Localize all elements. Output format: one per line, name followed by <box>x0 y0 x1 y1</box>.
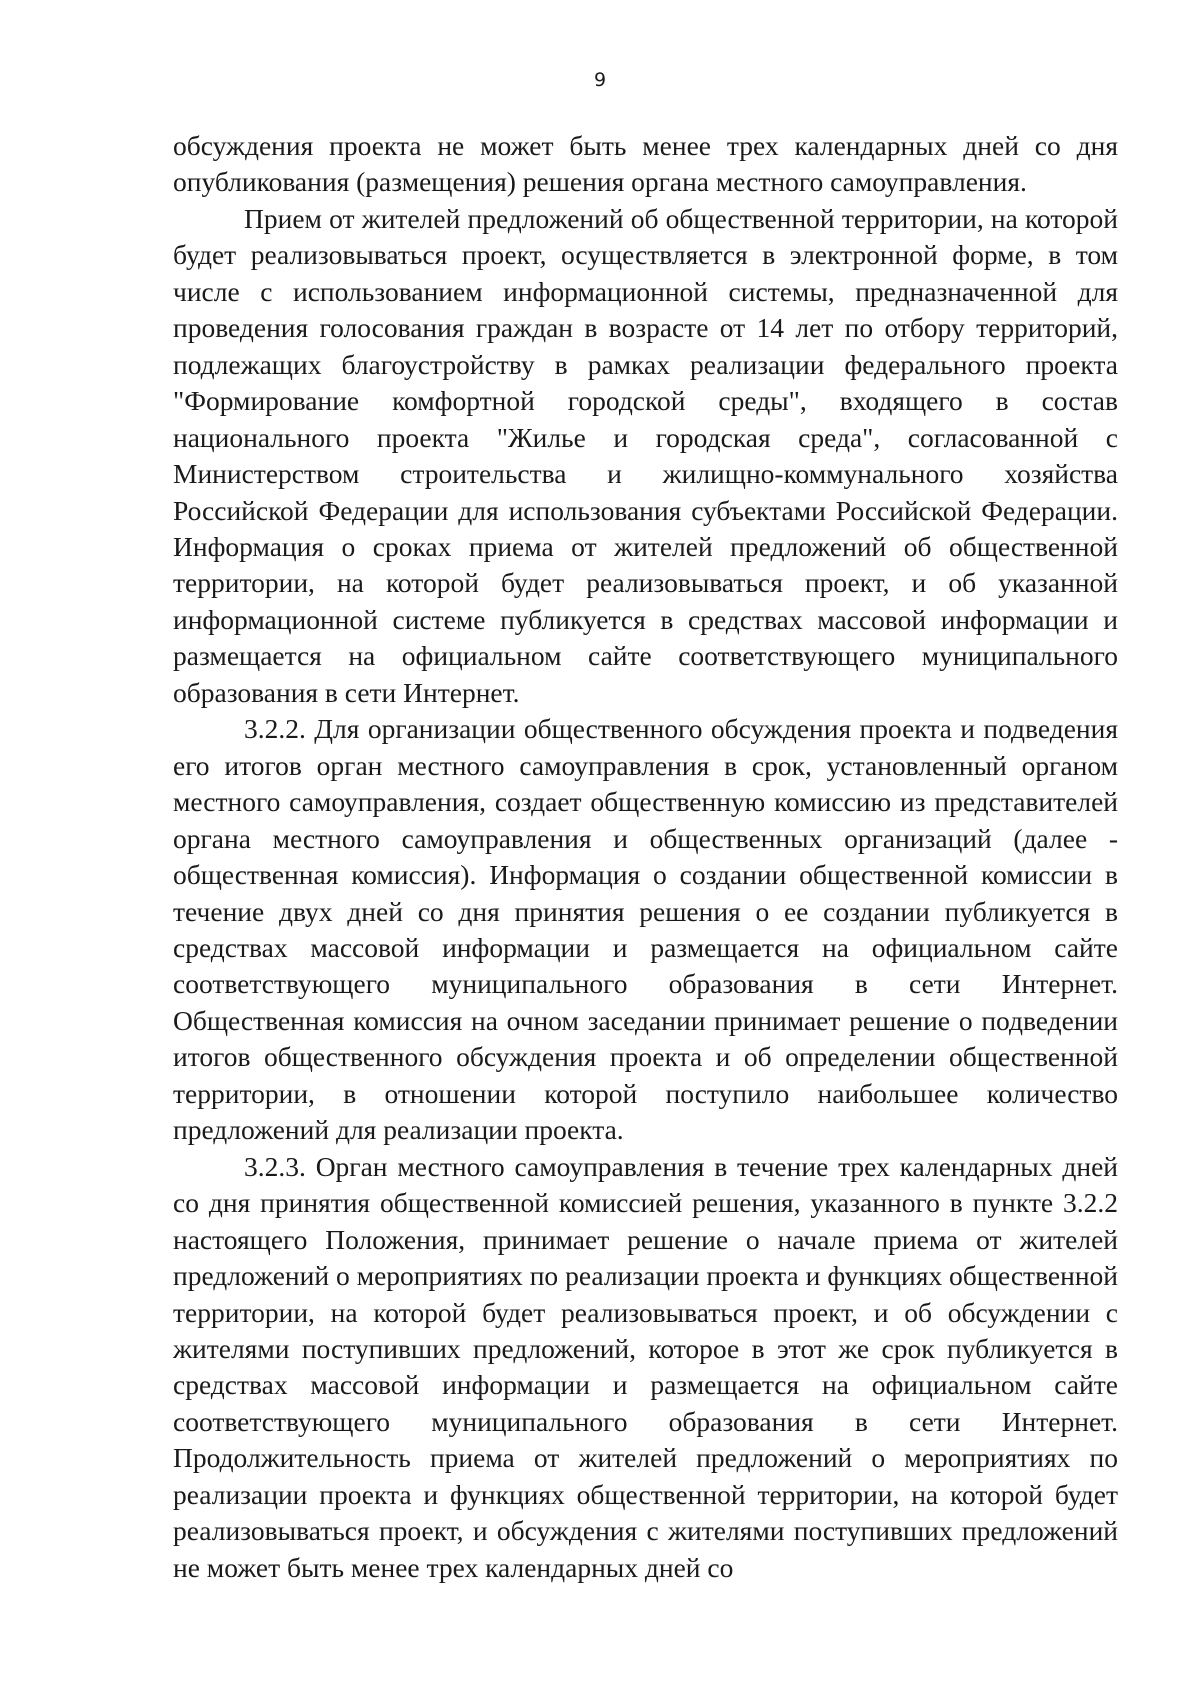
document-body <box>173 128 1118 1586</box>
page-number: 9 <box>593 69 607 91</box>
paragraph-proposals-reception: Прием от жителей предложений об общественной территории, на которой будет реализовываться проект, осуществляется в электронной форме, в том числе с использованием информационной системы, предназначенной для проведения голосования граждан в возрасте от 14 лет по отбору территорий, подлежащих благоустройству в рамках реализации федерального проекта "Формирование комфортной городской среды", входящего в состав национального проекта "Жилье и городская среда", согласованной с Министерством строительства и жилищно-коммунального хозяйства Российской Федерации для использования субъектами Российской Федерации. Информация о сроках приема от жителей предложений об общественной территории, на которой будет реализовываться проект, и об указанной информационной системе публикуется в средствах массовой информации и размещается на официальном сайте соответствующего муниципального образования в сети Интернет. <box>173 202 1118 708</box>
paragraph-3-2-3: 3.2.3. Орган местного самоуправления в течение трех календарных дней со дня принятия общественной комиссией решения, указанного в пункте 3.2.2 настоящего Положения, принимает решение о начале приема от жителей предложений о мероприятиях по реализации проекта и функциях общественной территории, на которой будет реализовываться проект, и об обсуждении с жителями поступивших предложений, которое в этот же срок публикуется в средствах массовой информации и размещается на официальном сайте соответствующего муниципального образования в сети Интернет. Продолжительность приема от жителей предложений о мероприятиях по реализации проекта и функциях общественной территории, на которой будет реализовываться проект, и обсуждения с жителями поступивших предложений не может быть менее трех календарных дней со <box>173 1150 1118 1583</box>
paragraph-3-2-2: 3.2.2. Для организации общественного обсуждения проекта и подведения его итогов орган местного самоуправления в срок, установленный органом местного самоуправления, создает общественную комиссию из представителей органа местного самоуправления и общественных организаций (далее - общественная комиссия). Информация о создании общественной комиссии в течение двух дней со дня принятия решения о ее создании публикуется в средствах массовой информации и размещается на официальном сайте соответствующего муниципального образования в сети Интернет. Общественная комиссия на очном заседании принимает решение о подведении итогов общественного обсуждения проекта и об определении общественной территории, в отношении которой поступило наибольшее количество предложений для реализации проекта. <box>173 713 1118 1146</box>
paragraph-continuation: обсуждения проекта не может быть менее трех календарных дней со дня опубликования (размещения) решения органа местного самоуправления. <box>173 130 1118 198</box>
